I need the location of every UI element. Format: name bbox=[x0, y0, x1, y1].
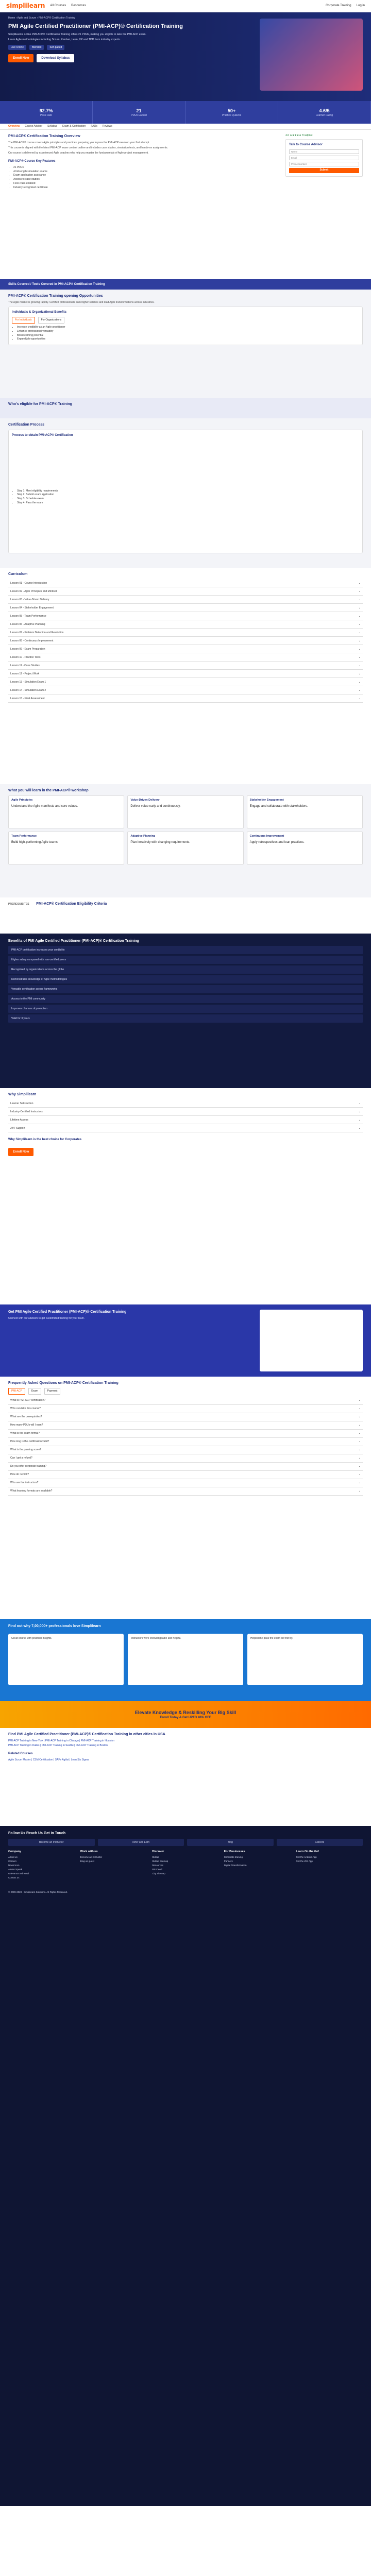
learn-card-title: Stakeholder Engagement bbox=[249, 799, 284, 802]
skills-bar: Skills Covered / Tools Covered in PMI-ACP® Certification Training bbox=[0, 279, 371, 290]
tab-syllabus[interactable]: Syllabus bbox=[47, 125, 58, 128]
faq-item[interactable] bbox=[8, 1405, 363, 1413]
chevron-down-icon: ⌄ bbox=[358, 581, 361, 585]
chevron-down-icon: ⌄ bbox=[358, 1473, 361, 1477]
curriculum-item[interactable] bbox=[8, 694, 363, 703]
hero-section bbox=[0, 12, 371, 101]
faq-section bbox=[0, 1377, 371, 1619]
curriculum-list bbox=[8, 579, 363, 703]
footer-link[interactable]: Newsroom bbox=[8, 1863, 20, 1867]
cert-subtitle: Process to obtain PMI-ACP® Certification bbox=[12, 434, 73, 437]
cert-card bbox=[8, 430, 363, 553]
learn-title: What you will learn in the PMI-ACP® workshop bbox=[8, 789, 89, 792]
why-item-label: Learner Satisfaction bbox=[10, 1101, 33, 1105]
email-field[interactable]: Email bbox=[289, 156, 359, 160]
curriculum-section bbox=[0, 568, 371, 784]
features-title: PMI-ACP® Course Key Features bbox=[8, 159, 56, 163]
curriculum-title: Curriculum bbox=[8, 572, 28, 576]
chevron-down-icon: ⌄ bbox=[358, 1399, 361, 1402]
stat-item: 92.7% Pass Rate bbox=[0, 101, 93, 124]
features-list bbox=[8, 166, 279, 190]
stat-item: 4.6/5 Learner Rating bbox=[278, 101, 371, 124]
submit-button[interactable]: Submit bbox=[289, 168, 359, 173]
faq-item[interactable] bbox=[8, 1471, 363, 1479]
nav-corporate[interactable]: Corporate Training bbox=[325, 4, 351, 8]
footer-column-heading: For Businesses bbox=[224, 1850, 245, 1854]
faq-item[interactable] bbox=[8, 1454, 363, 1463]
curriculum-item-label: Lesson 09 - Exam Preparation bbox=[10, 647, 45, 651]
benefit-row[interactable]: Improves chances of promotion bbox=[8, 1005, 363, 1013]
curriculum-item[interactable] bbox=[8, 670, 363, 678]
cert-title: Certification Process bbox=[8, 423, 45, 427]
learn-card-desc: Understand the Agile manifesto and core values. bbox=[11, 804, 78, 808]
chevron-down-icon: ⌄ bbox=[358, 1415, 361, 1419]
curriculum-item[interactable] bbox=[8, 596, 363, 604]
benefit-row[interactable]: Valid for 3 years bbox=[8, 1014, 363, 1023]
links-title: Find PMI Agile Certified Practitioner (PMI-ACP)® Certification Training in other cities in USA bbox=[8, 1733, 165, 1736]
curriculum-item-label: Lesson 03 - Value-Driven Delivery bbox=[10, 598, 49, 601]
faq-question: Who are the instructors? bbox=[10, 1481, 39, 1485]
curriculum-item[interactable] bbox=[8, 612, 363, 620]
footer-button[interactable]: Careers bbox=[277, 1839, 363, 1846]
chevron-down-icon: ⌄ bbox=[358, 672, 361, 675]
footer-column bbox=[224, 1850, 291, 1880]
faq-item[interactable] bbox=[8, 1413, 363, 1421]
stat-item: 50+ Practice Quizzes bbox=[185, 101, 278, 124]
breadcrumb[interactable]: Home › Agile and Scrum › PMI-ACP® Certification Training bbox=[8, 16, 76, 20]
faq-question: How long is the certification valid? bbox=[10, 1440, 49, 1444]
hero-desc-2: Learn Agile methodologies including Scrum, Kanban, Lean, XP and TDD from industry experts. bbox=[8, 38, 121, 41]
learn-card-title: Agile Principles bbox=[11, 799, 33, 802]
form-title: Talk to Course Advisor bbox=[289, 143, 323, 146]
career-title: PMI-ACP® Certification Training opening Opportunities bbox=[8, 294, 103, 298]
learn-card-desc: Apply retrospectives and lean practices. bbox=[249, 840, 305, 844]
faq-question: Who can take this course? bbox=[10, 1407, 41, 1411]
faq-item[interactable] bbox=[8, 1446, 363, 1454]
benefits-dark-section bbox=[0, 934, 371, 1088]
learn-card bbox=[8, 832, 124, 865]
tag-blended[interactable]: Blended bbox=[29, 45, 44, 50]
curriculum-item-label: Lesson 04 - Stakeholder Engagement bbox=[10, 606, 54, 609]
testimonial-card: Instructors were knowledgeable and helpful. bbox=[128, 1634, 243, 1685]
curriculum-item[interactable] bbox=[8, 604, 363, 612]
phone-field[interactable]: Phone Number bbox=[289, 162, 359, 166]
faq-item[interactable] bbox=[8, 1463, 363, 1471]
footer-link[interactable]: Skillup bbox=[152, 1855, 159, 1858]
advisor-form bbox=[285, 139, 363, 177]
curriculum-item[interactable] bbox=[8, 620, 363, 629]
benefits-card bbox=[8, 307, 363, 345]
list-item: • Step 3: Schedule exam bbox=[17, 497, 359, 501]
faq-list bbox=[8, 1397, 363, 1496]
chevron-down-icon: ⌄ bbox=[358, 1432, 361, 1435]
eligibility-title: PMI-ACP® Certification Eligibility Criteria bbox=[36, 902, 107, 906]
chevron-down-icon: ⌄ bbox=[358, 631, 361, 634]
faq-item[interactable] bbox=[8, 1421, 363, 1430]
tab-overview[interactable]: Overview bbox=[8, 124, 20, 128]
footer-link[interactable]: Partners bbox=[224, 1859, 233, 1862]
curriculum-item-label: Lesson 05 - Team Performance bbox=[10, 614, 46, 618]
benefit-row[interactable]: Access to the PMI community bbox=[8, 995, 363, 1003]
footer-link[interactable]: Resources bbox=[152, 1863, 163, 1867]
benefit-row[interactable]: Demonstrates knowledge of Agile methodologies bbox=[8, 975, 363, 984]
testimonials-section bbox=[0, 1619, 371, 1701]
faq-item[interactable] bbox=[8, 1438, 363, 1446]
faq-question: Can I get a refund? bbox=[10, 1456, 32, 1460]
faq-question: What learning formats are available? bbox=[10, 1489, 53, 1493]
chevron-down-icon: ⌄ bbox=[358, 1456, 361, 1460]
list-item: • Step 4: Pass the exam bbox=[17, 501, 359, 505]
tag-live[interactable]: Live Online bbox=[8, 45, 26, 50]
enterprise-band bbox=[0, 1304, 371, 1377]
learn-grid bbox=[8, 795, 363, 865]
list-item: • Step 2: Submit exam application bbox=[17, 493, 359, 497]
why-item-label: 24/7 Support bbox=[10, 1126, 25, 1130]
eligible-section bbox=[0, 398, 371, 418]
page-title: PMI Agile Certified Practitioner (PMI-ACP)® Certification Training bbox=[8, 23, 183, 29]
chevron-down-icon: ⌄ bbox=[358, 1440, 361, 1444]
hero-image bbox=[260, 19, 363, 91]
curriculum-item-label: Lesson 11 - Case Studies bbox=[10, 664, 40, 667]
enroll-button[interactable]: Enroll Now bbox=[8, 54, 33, 62]
footer-button[interactable]: Become an Instructor bbox=[8, 1839, 95, 1846]
chevron-down-icon: ⌄ bbox=[358, 598, 361, 601]
curriculum-item-label: Lesson 01 - Course Introduction bbox=[10, 581, 47, 585]
footer-column bbox=[8, 1850, 75, 1880]
footer-column-heading: Discover bbox=[152, 1850, 164, 1854]
footer-link[interactable]: Skillup Sitemap bbox=[152, 1859, 168, 1862]
why-item[interactable] bbox=[8, 1108, 363, 1116]
curriculum-item-label: Lesson 12 - Project Work bbox=[10, 672, 40, 675]
faq-tab[interactable]: Exam bbox=[28, 1388, 41, 1395]
nav-all-courses[interactable]: All Courses bbox=[50, 4, 66, 8]
footer-link[interactable]: Contact us bbox=[8, 1876, 20, 1879]
footer-title: Follow Us Reach Us Get in Touch bbox=[8, 1832, 66, 1835]
list-item: • Enhance professional versatility bbox=[17, 330, 359, 333]
footer-column-heading: Company bbox=[8, 1850, 22, 1854]
eligibility-section bbox=[0, 897, 371, 934]
footer-column-heading: Work with us bbox=[80, 1850, 98, 1854]
curriculum-item[interactable] bbox=[8, 678, 363, 686]
faq-tab[interactable]: Payment bbox=[44, 1388, 61, 1395]
learn-card-title: Team Performance bbox=[11, 835, 37, 838]
curriculum-item-label: Lesson 07 - Problem Detection and Resolution bbox=[10, 631, 64, 634]
name-field[interactable]: Name bbox=[289, 149, 359, 154]
chevron-down-icon: ⌄ bbox=[358, 606, 361, 609]
faq-item[interactable] bbox=[8, 1487, 363, 1496]
list-item: • Increase credibility as an Agile practitioner bbox=[17, 326, 359, 329]
enterprise-title: Get PMI Agile Certified Practitioner (PMI-ACP)® Certification Training bbox=[8, 1310, 127, 1314]
tab-faqs[interactable]: FAQs bbox=[91, 125, 97, 128]
list-item: • Access to case studies bbox=[13, 178, 279, 181]
footer-link[interactable]: Digital Transformation bbox=[224, 1863, 247, 1867]
chevron-down-icon: ⌄ bbox=[358, 589, 361, 593]
curriculum-item[interactable] bbox=[8, 637, 363, 645]
curriculum-item[interactable] bbox=[8, 653, 363, 662]
overview-title: PMI-ACP® Certification Training Overview bbox=[8, 134, 80, 138]
eligible-title: Who's eligible for PMI-ACP® Training bbox=[8, 402, 72, 406]
testimonial-card: Helped me pass the exam on first try. bbox=[247, 1634, 363, 1685]
chevron-down-icon: ⌄ bbox=[358, 622, 361, 626]
footer-link[interactable]: RSS feed bbox=[152, 1868, 162, 1871]
chevron-down-icon: ⌄ bbox=[358, 1489, 361, 1493]
cert-section bbox=[0, 418, 371, 568]
related-links[interactable]: Agile Scrum Master | CSM Certification | SAFe Agilist | Lean Six Sigma bbox=[8, 1758, 89, 1762]
chevron-down-icon: ⌄ bbox=[358, 1110, 361, 1113]
related-title: Related Courses bbox=[8, 1752, 33, 1755]
curriculum-item[interactable] bbox=[8, 645, 363, 653]
dark-benefits-title: Benefits of PMI Agile Certified Practitioner (PMI-ACP)® Certification Training bbox=[8, 939, 139, 943]
faq-question: Do you offer corporate training? bbox=[10, 1465, 47, 1468]
chevron-down-icon: ⌄ bbox=[358, 1465, 361, 1468]
benefit-row[interactable]: PMI-ACP certification increases your credibility bbox=[8, 946, 363, 954]
tab-organizations[interactable]: For Organizations bbox=[38, 317, 65, 324]
learn-card bbox=[127, 795, 243, 828]
chevron-down-icon: ⌄ bbox=[358, 664, 361, 667]
footer-column bbox=[152, 1850, 219, 1880]
chevron-down-icon: ⌄ bbox=[358, 1118, 361, 1122]
copyright: © 2009-2023 - Simplilearn Solutions. All Rights Reserved. bbox=[8, 1891, 68, 1894]
nav-login[interactable]: Log in bbox=[356, 4, 365, 8]
chevron-down-icon: ⌄ bbox=[358, 614, 361, 618]
learn-section bbox=[0, 784, 371, 897]
footer-link[interactable]: Grievance redressal bbox=[8, 1872, 29, 1875]
curriculum-item-label: Lesson 10 - Practice Tests bbox=[10, 655, 41, 659]
trustpilot-rating: 4.6 ★★★★★ Trustpilot bbox=[285, 134, 313, 137]
footer-link[interactable]: Alumni speak bbox=[8, 1868, 23, 1871]
list-item: • 4 full-length simulation exams bbox=[13, 170, 279, 174]
chevron-down-icon: ⌄ bbox=[358, 688, 361, 692]
why-item-label: Lifetime Access bbox=[10, 1118, 28, 1122]
footer bbox=[0, 1826, 371, 2506]
logo[interactable]: simplilearn bbox=[6, 2, 45, 10]
career-section bbox=[0, 290, 371, 398]
footer-link[interactable]: Get the Android App bbox=[296, 1855, 317, 1858]
why-section bbox=[0, 1088, 371, 1304]
testimonials-title: Find out why 7,00,000+ professionals love Simplilearn bbox=[8, 1624, 101, 1628]
nav-resources[interactable]: Resources bbox=[71, 4, 86, 8]
section-tabs bbox=[0, 124, 371, 130]
overview-para: The PMI-ACP® course covers Agile principles and practices, preparing you to pass the PMI-ACP exam on your first attempt. bbox=[8, 141, 150, 145]
curriculum-item-label: Lesson 08 - Continuous Improvement bbox=[10, 639, 54, 642]
footer-column bbox=[80, 1850, 147, 1880]
tab-advisor[interactable]: Course Advisor bbox=[25, 125, 43, 128]
list-item: • Industry-recognized certificate bbox=[13, 186, 279, 190]
list-item: • Boost earning potential bbox=[17, 334, 359, 337]
list-item: • Flexi-Pass enabled bbox=[13, 182, 279, 185]
stats-bar bbox=[0, 101, 371, 124]
chevron-down-icon: ⌄ bbox=[358, 1448, 361, 1452]
why-title: Why Simplilearn bbox=[8, 1093, 37, 1096]
tag-selfpaced[interactable]: Self-paced bbox=[47, 45, 64, 50]
why-cta-title: Why Simplilearn is the best choice for Corporates bbox=[8, 1138, 82, 1142]
overview-para: This course is aligned with the latest PMI-ACP exam content outline and includes case studies, simulation tests, and hands-on assignments. bbox=[8, 146, 168, 150]
curriculum-item-label: Lesson 13 - Simulation Exam 1 bbox=[10, 680, 46, 684]
city-links[interactable]: PMI-ACP Training in New York | PMI-ACP Training in Chicago | PMI-ACP Training in Houston bbox=[8, 1739, 115, 1743]
list-item: • Step 1: Meet eligibility requirements bbox=[17, 489, 359, 493]
tab-exam[interactable]: Exam & Certification bbox=[62, 125, 86, 128]
why-item[interactable] bbox=[8, 1099, 363, 1108]
learn-card bbox=[247, 832, 363, 865]
faq-item[interactable] bbox=[8, 1397, 363, 1405]
curriculum-item-label: Lesson 02 - Agile Principles and Mindset bbox=[10, 589, 57, 593]
faq-title: Frequently Asked Questions on PMI-ACP® Certification Training bbox=[8, 1381, 119, 1385]
footer-link[interactable]: Corporate training bbox=[224, 1855, 243, 1858]
footer-column bbox=[296, 1850, 363, 1880]
top-navbar bbox=[0, 0, 371, 12]
footer-link[interactable]: City Sitemap bbox=[152, 1872, 165, 1875]
prereq-label: PREREQUISITES bbox=[8, 903, 29, 906]
why-item-label: Industry-Certified Instructors bbox=[10, 1110, 43, 1113]
list-item: • 21 PDUs bbox=[13, 166, 279, 170]
stat-item: 21 PDUs Earned bbox=[93, 101, 185, 124]
faq-question: What is PMI-ACP certification? bbox=[10, 1399, 46, 1402]
faq-item[interactable] bbox=[8, 1430, 363, 1438]
chevron-down-icon: ⌄ bbox=[358, 1423, 361, 1427]
chevron-down-icon: ⌄ bbox=[358, 647, 361, 651]
overview-section bbox=[0, 130, 371, 279]
chevron-down-icon: ⌄ bbox=[358, 1126, 361, 1130]
curriculum-item-label: Lesson 15 - Final Assessment bbox=[10, 697, 45, 700]
learn-card-title: Adaptive Planning bbox=[130, 835, 156, 838]
promo-sub: Enroll Today & Get UPTO 40% OFF bbox=[160, 1716, 211, 1720]
curriculum-item[interactable] bbox=[8, 686, 363, 694]
faq-question: What is the exam format? bbox=[10, 1432, 40, 1435]
benefits-title: Individuals & Organizational Benefits bbox=[12, 311, 67, 314]
promo-banner[interactable] bbox=[0, 1701, 371, 1728]
faq-item[interactable] bbox=[8, 1479, 363, 1487]
career-para: The Agile market is growing rapidly. Certified professionals earn higher salaries and lead Agile transformations across industries. bbox=[8, 301, 155, 304]
faq-question: What are the prerequisites? bbox=[10, 1415, 42, 1419]
learn-card bbox=[8, 795, 124, 828]
benefit-row[interactable]: Higher salary compared with non-certified peers bbox=[8, 956, 363, 964]
chevron-down-icon: ⌄ bbox=[358, 680, 361, 684]
city-links[interactable]: PMI-ACP Training in Dallas | PMI-ACP Training in Seattle | PMI-ACP Training in Boston bbox=[8, 1744, 108, 1748]
footer-button[interactable]: Refer and Earn bbox=[98, 1839, 184, 1846]
tab-reviews[interactable]: Reviews bbox=[102, 125, 112, 128]
chevron-down-icon: ⌄ bbox=[358, 1481, 361, 1485]
learn-card-desc: Engage and collaborate with stakeholders. bbox=[249, 804, 308, 808]
learn-card-title: Value-Driven Delivery bbox=[130, 799, 160, 802]
list-item: • Exam application assistance bbox=[13, 174, 279, 177]
footer-button[interactable]: Blog bbox=[187, 1839, 274, 1846]
why-item[interactable] bbox=[8, 1124, 363, 1132]
links-section bbox=[0, 1728, 371, 1826]
footer-link[interactable]: Become an instructor bbox=[80, 1855, 103, 1858]
learn-card-desc: Deliver value early and continuously. bbox=[130, 804, 181, 808]
chevron-down-icon: ⌄ bbox=[358, 1407, 361, 1411]
chevron-down-icon: ⌄ bbox=[358, 697, 361, 700]
curriculum-item[interactable] bbox=[8, 579, 363, 587]
faq-question: How many PDUs will I earn? bbox=[10, 1423, 43, 1427]
learn-card bbox=[127, 832, 243, 865]
promo-title: Elevate Knowledge & Reskilling Your Big Skill bbox=[134, 1709, 237, 1715]
footer-column-heading: Learn On the Go! bbox=[296, 1850, 319, 1854]
download-syllabus-button[interactable]: Download Syllabus bbox=[37, 54, 74, 62]
chevron-down-icon: ⌄ bbox=[358, 655, 361, 659]
hero-desc: Simplilearn's online PMI-ACP® Certification Training offers 21 PDUs, making you eligible to take the PMI-ACP exam. bbox=[8, 32, 146, 36]
learn-card-desc: Plan iteratively with changing requirements. bbox=[130, 840, 191, 844]
footer-link[interactable]: Get the iOS App bbox=[296, 1859, 313, 1862]
benefit-row[interactable]: Recognized by organizations across the globe bbox=[8, 965, 363, 974]
curriculum-item[interactable] bbox=[8, 629, 363, 637]
curriculum-item[interactable] bbox=[8, 587, 363, 596]
learn-card-title: Continuous Improvement bbox=[249, 835, 284, 838]
overview-para: Our course is delivered by experienced Agile coaches who help you master the fundamentals of Agile project management. bbox=[8, 151, 149, 155]
footer-link[interactable]: Careers bbox=[8, 1859, 17, 1862]
tab-individuals[interactable]: For Individuals bbox=[12, 317, 35, 324]
learn-card-desc: Build high-performing Agile teams. bbox=[11, 840, 59, 844]
curriculum-item-label: Lesson 06 - Adaptive Planning bbox=[10, 622, 45, 626]
enroll-button-2[interactable]: Enroll Now bbox=[8, 1148, 33, 1156]
faq-tab[interactable]: PMI-ACP bbox=[8, 1388, 25, 1395]
chevron-down-icon: ⌄ bbox=[358, 639, 361, 642]
why-item[interactable] bbox=[8, 1116, 363, 1124]
curriculum-item[interactable] bbox=[8, 662, 363, 670]
list-item: • Expand job opportunities bbox=[17, 337, 359, 341]
footer-link[interactable]: Blog as guest bbox=[80, 1859, 94, 1862]
faq-question: How do I enroll? bbox=[10, 1473, 29, 1477]
footer-link[interactable]: About us bbox=[8, 1855, 18, 1858]
faq-question: What is the passing score? bbox=[10, 1448, 42, 1452]
chevron-down-icon: ⌄ bbox=[358, 1101, 361, 1105]
enterprise-form[interactable] bbox=[260, 1310, 363, 1371]
learn-card bbox=[247, 795, 363, 828]
testimonial-card: Great course with practical insights. bbox=[8, 1634, 124, 1685]
curriculum-item-label: Lesson 14 - Simulation Exam 2 bbox=[10, 688, 46, 692]
benefit-row[interactable]: Versatile certification across frameworks bbox=[8, 985, 363, 993]
enterprise-text: Connect with our advisors to get customized training for your team. bbox=[8, 1317, 85, 1320]
